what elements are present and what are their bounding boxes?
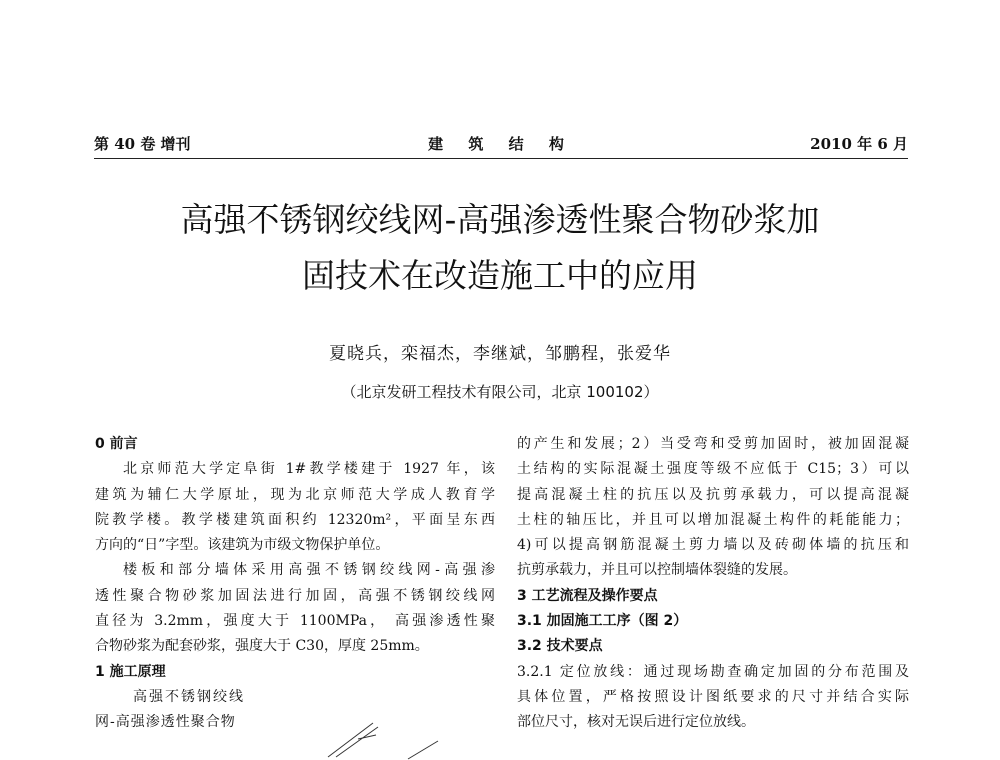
figure-leader-line — [408, 741, 438, 759]
paragraph-line: 方向的“日”字型。该建筑为市级文物保护单位。 — [95, 537, 390, 554]
running-header — [94, 133, 908, 157]
left-column — [95, 432, 495, 736]
header-rule — [94, 158, 908, 159]
paragraph-line: 土结构的实际混凝土强度等级不应低于 C15；3）可以 — [517, 461, 909, 478]
paragraph-line: 抗剪承载力，并且可以控制墙体裂缝的发展。 — [517, 562, 797, 579]
paragraph-line: 直径为 3.2mm，强度大于 1100MPa， 高强渗透性聚 — [95, 613, 495, 630]
affiliation: （北京发研工程技术有限公司，北京 100102） — [341, 383, 659, 401]
section-heading-1: 1 施工原理 — [95, 663, 166, 680]
journal-name: 建 筑 结 构 — [428, 135, 574, 153]
section-heading-3-1: 3.1 加固施工工序（图 2） — [517, 613, 688, 630]
paragraph-line: 部位尺寸，核对无误后进行定位放线。 — [517, 714, 755, 731]
paragraph-line: 土柱的轴压比，并且可以增加混凝土构件的耗能能力； — [517, 511, 909, 528]
paragraph-line: 合物砂浆为配套砂浆，强度大于 C30，厚度 25mm。 — [95, 638, 429, 655]
figure-leader-line — [328, 723, 373, 757]
author-list: 夏晓兵，栾福杰，李继斌，邹鹏程，张爱华 — [329, 344, 671, 364]
section-heading-3-2: 3.2 技术要点 — [517, 638, 603, 655]
section-heading-0: 0 前言 — [95, 436, 138, 452]
paragraph-line: 的产生和发展；2）当受弯和受剪加固时，被加固混凝 — [517, 436, 909, 452]
paragraph-line: 北京师范大学定阜街 1#教学楼建于 1927 年，该 — [123, 461, 495, 478]
title-line-1: 高强不锈钢绞线网-高强渗透性聚合物砂浆加 — [180, 200, 820, 239]
volume-info: 第 40 卷 增刊 — [94, 135, 191, 153]
paragraph-line: 4)可以提高钢筋混凝土剪力墙以及砖砌体墙的抗压和 — [517, 537, 909, 554]
paragraph-line: 楼板和部分墙体采用高强不锈钢绞线网-高强渗 — [123, 562, 495, 579]
figure-sketch — [318, 705, 488, 760]
paragraph-line: 建筑为辅仁大学原址，现为北京师范大学成人教育学 — [95, 486, 495, 503]
figure-leader-line — [336, 727, 378, 757]
paragraph-line: 透性聚合物砂浆加固法进行加固，高强不锈钢绞线网 — [95, 587, 495, 604]
issue-date: 2010 年 6 月 — [810, 135, 908, 153]
paragraph-line: 提高混凝土柱的抗压以及抗剪承载力，可以提高混凝 — [517, 486, 909, 503]
paragraph-line: 具体位置，严格按照设计图纸要求的尺寸并结合实际 — [517, 688, 909, 705]
paper-title — [60, 192, 940, 304]
section-heading-3: 3 工艺流程及操作要点 — [517, 587, 658, 604]
figure-label: 网-高强渗透性聚合物 — [95, 714, 236, 731]
paragraph-line: 3.2.1 定位放线：通过现场勘查确定加固的分布范围及 — [517, 663, 909, 680]
title-line-2: 固技术在改造施工中的应用 — [302, 256, 698, 295]
figure-leader-line — [358, 735, 376, 739]
figure-label: 高强不锈钢绞线 — [133, 688, 245, 705]
paragraph-line: 院教学楼。教学楼建筑面积约 12320m²，平面呈东西 — [95, 511, 495, 528]
right-column — [517, 432, 909, 736]
